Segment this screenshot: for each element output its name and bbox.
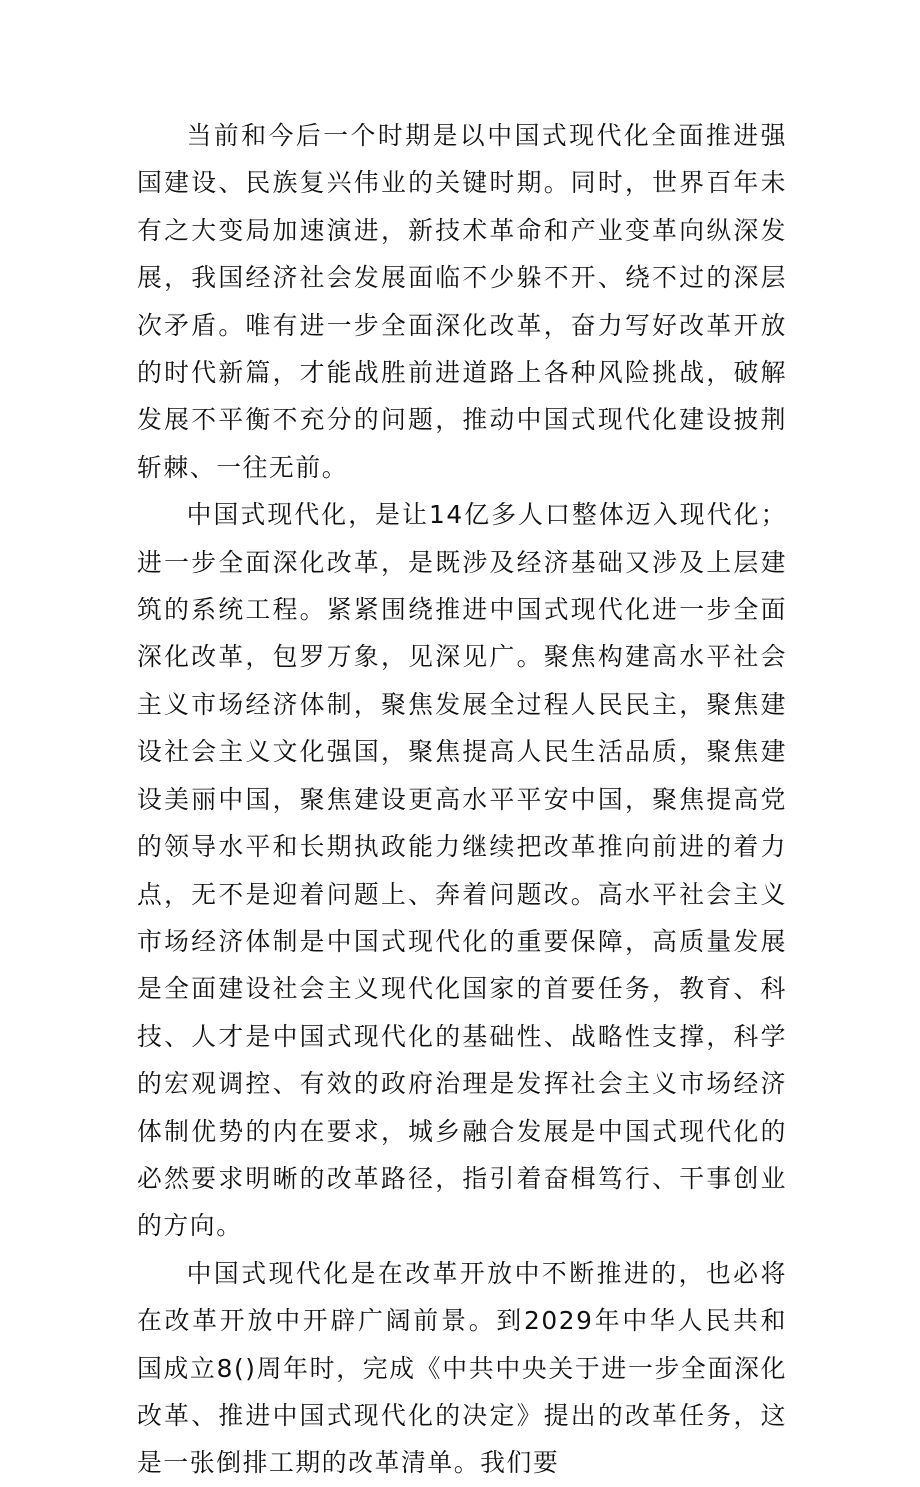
paragraph-1: 当前和今后一个时期是以中国式现代化全面推进强国建设、民族复兴伟业的关键时期。同时，世界百年未有之大变局加速演进，新技术革命和产业变革向纵深发展，我国经济社会发展面临不少躲不开、绕不过的深层次矛盾。唯有进一步全面深化改革，奋力写好改革开放的时代新篇，才能战胜前进道路上各种风险挑战，破解发展不平衡不充分的问题，推动中国式现代化建设披荆斩棘、一往无前。 [137,121,787,482]
paragraph-2: 中国式现代化，是让14亿多人口整体迈入现代化；进一步全面深化改革，是既涉及经济基础又涉及上层建筑的系统工程。紧紧围绕推进中国式现代化进一步全面深化改革，包罗万象，见深见广。聚焦构建高水平社会主义市场经济体制，聚焦发展全过程人民民主，聚焦建设社会主义文化强国，聚焦提高人民生活品质，聚焦建设美丽中国，聚焦建设更高水平平安中国，聚焦提高党的领导水平和长期执政能力继续把改革推向前进的着力点，无不是迎着问题上、奔着问题改。高水平社会主义市场经济体制是中国式现代化的重要保障，高质量发展是全面建设社会主义现代化国家的首要任务，教育、科技、人才是中国式现代化的基础性、战略性支撑，科学的宏观调控、有效的政府治理是发挥社会主义市场经济体制优势的内在要求，城乡融合发展是中国式现代化的必然要求明晰的改革路径，指引着奋楫笃行、干事创业的方向。 [137,500,787,1241]
document-body [137,112,787,1487]
paragraph-3: 中国式现代化是在改革开放中不断推进的，也必将在改革开放中开辟广阔前景。到2029年中华人民共和国成立8()周年时，完成《中共中央关于进一步全面深化改革、推进中国式现代化的决定》提出的改革任务，这是一张倒排工期的改革清单。我们要 [137,1258,787,1478]
